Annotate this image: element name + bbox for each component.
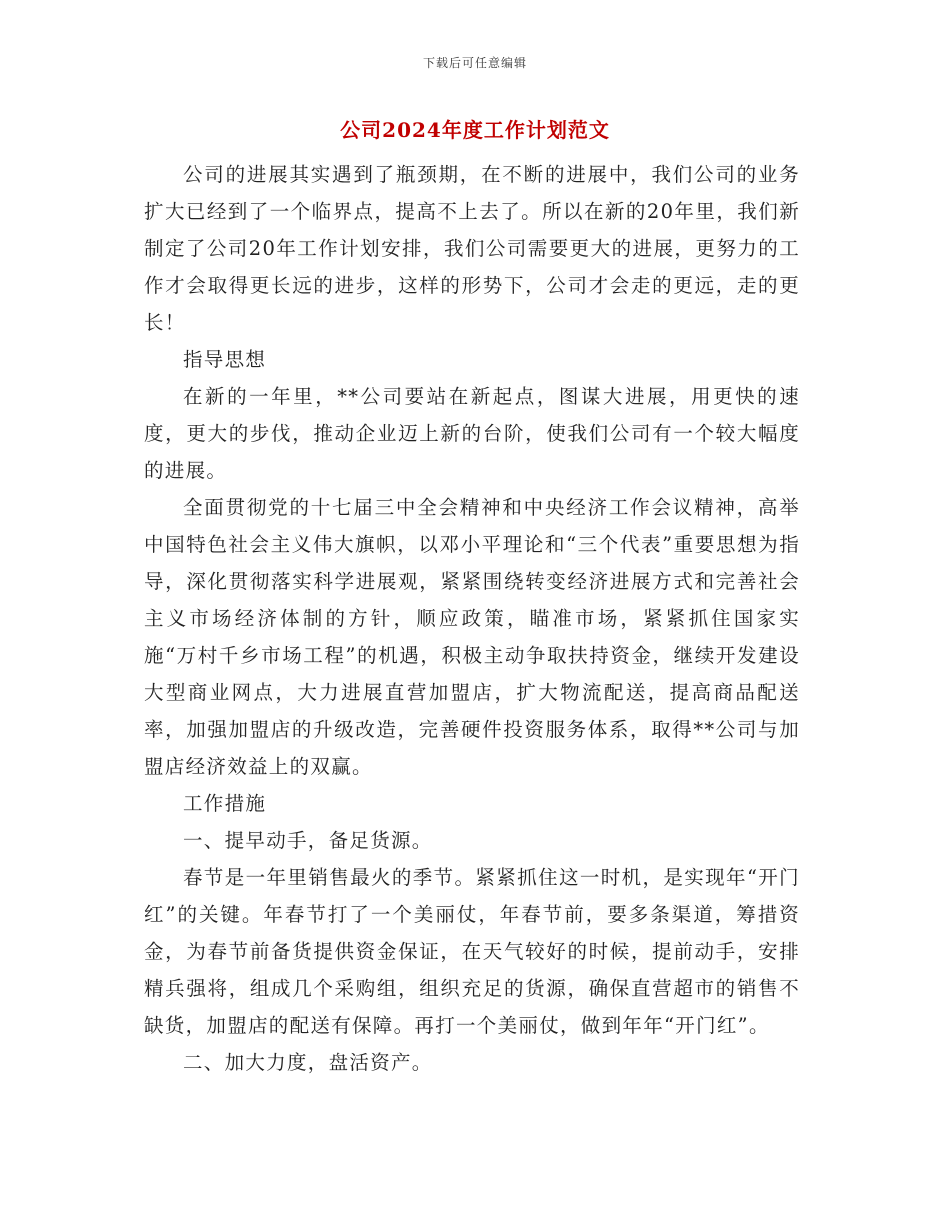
paragraph-new-year-goal: 在新的一年里，**公司要站在新起点，图谋大进展，用更快的速度，更大的步伐，推动企业迈上新的台阶，使我们公司有一个较大幅度的进展。 — [144, 385, 800, 482]
paragraph-spring-festival: 春节是一年里销售最火的季节。紧紧抓住这一时机，是实现年“开门红”的关键。年春节打了一个美丽仗，年春节前，要多条渠道，筹措资金，为春节前备货提供资金保证，在天气较好的时候，提前动手，安排精兵强将，组成几个采购组，组织充足的货源，确保直营超市的销售不缺货，加盟店的配送有保障。再打一个美丽仗，做到年年“开门红”。 — [144, 866, 800, 1037]
section-heading-work-measures: 工作措施 — [183, 792, 267, 815]
paragraph-intro: 公司的进展其实遇到了瓶颈期，在不断的进展中，我们公司的业务扩大已经到了一个临界点，提高不上去了。所以在新的20年里，我们新制定了公司20年工作计划安排，我们公司需要更大的进展，更努力的工作才会取得更长远的进步，这样的形势下，公司才会走的更远，走的更长！ — [144, 163, 800, 334]
measure-heading-1: 一、提早动手，备足货源。 — [183, 829, 433, 852]
document-title: 公司2024年度工作计划范文 — [340, 118, 610, 142]
section-heading-guiding-ideology: 指导思想 — [183, 348, 267, 371]
page-header-note: 下载后可任意编辑 — [422, 56, 527, 70]
paragraph-policy-guidance: 全面贯彻党的十七届三中全会精神和中央经济工作会议精神，高举中国特色社会主义伟大旗帜，以邓小平理论和“三个代表”重要思想为指导，深化贯彻落实科学进展观，紧紧围绕转变经济进展方式和完善社会主义市场经济体制的方针，顺应政策，瞄准市场，紧紧抓住国家实施“万村千乡市场工程”的机遇，积极主动争取扶持资金，继续开发建设大型商业网点，大力进展直营加盟店，扩大物流配送，提高商品配送率，加强加盟店的升级改造，完善硬件投资服务体系，取得**公司与加盟店经济效益上的双赢。 — [144, 496, 800, 778]
measure-heading-2: 二、加大力度，盘活资产。 — [183, 1051, 433, 1074]
document-body — [144, 156, 800, 1081]
